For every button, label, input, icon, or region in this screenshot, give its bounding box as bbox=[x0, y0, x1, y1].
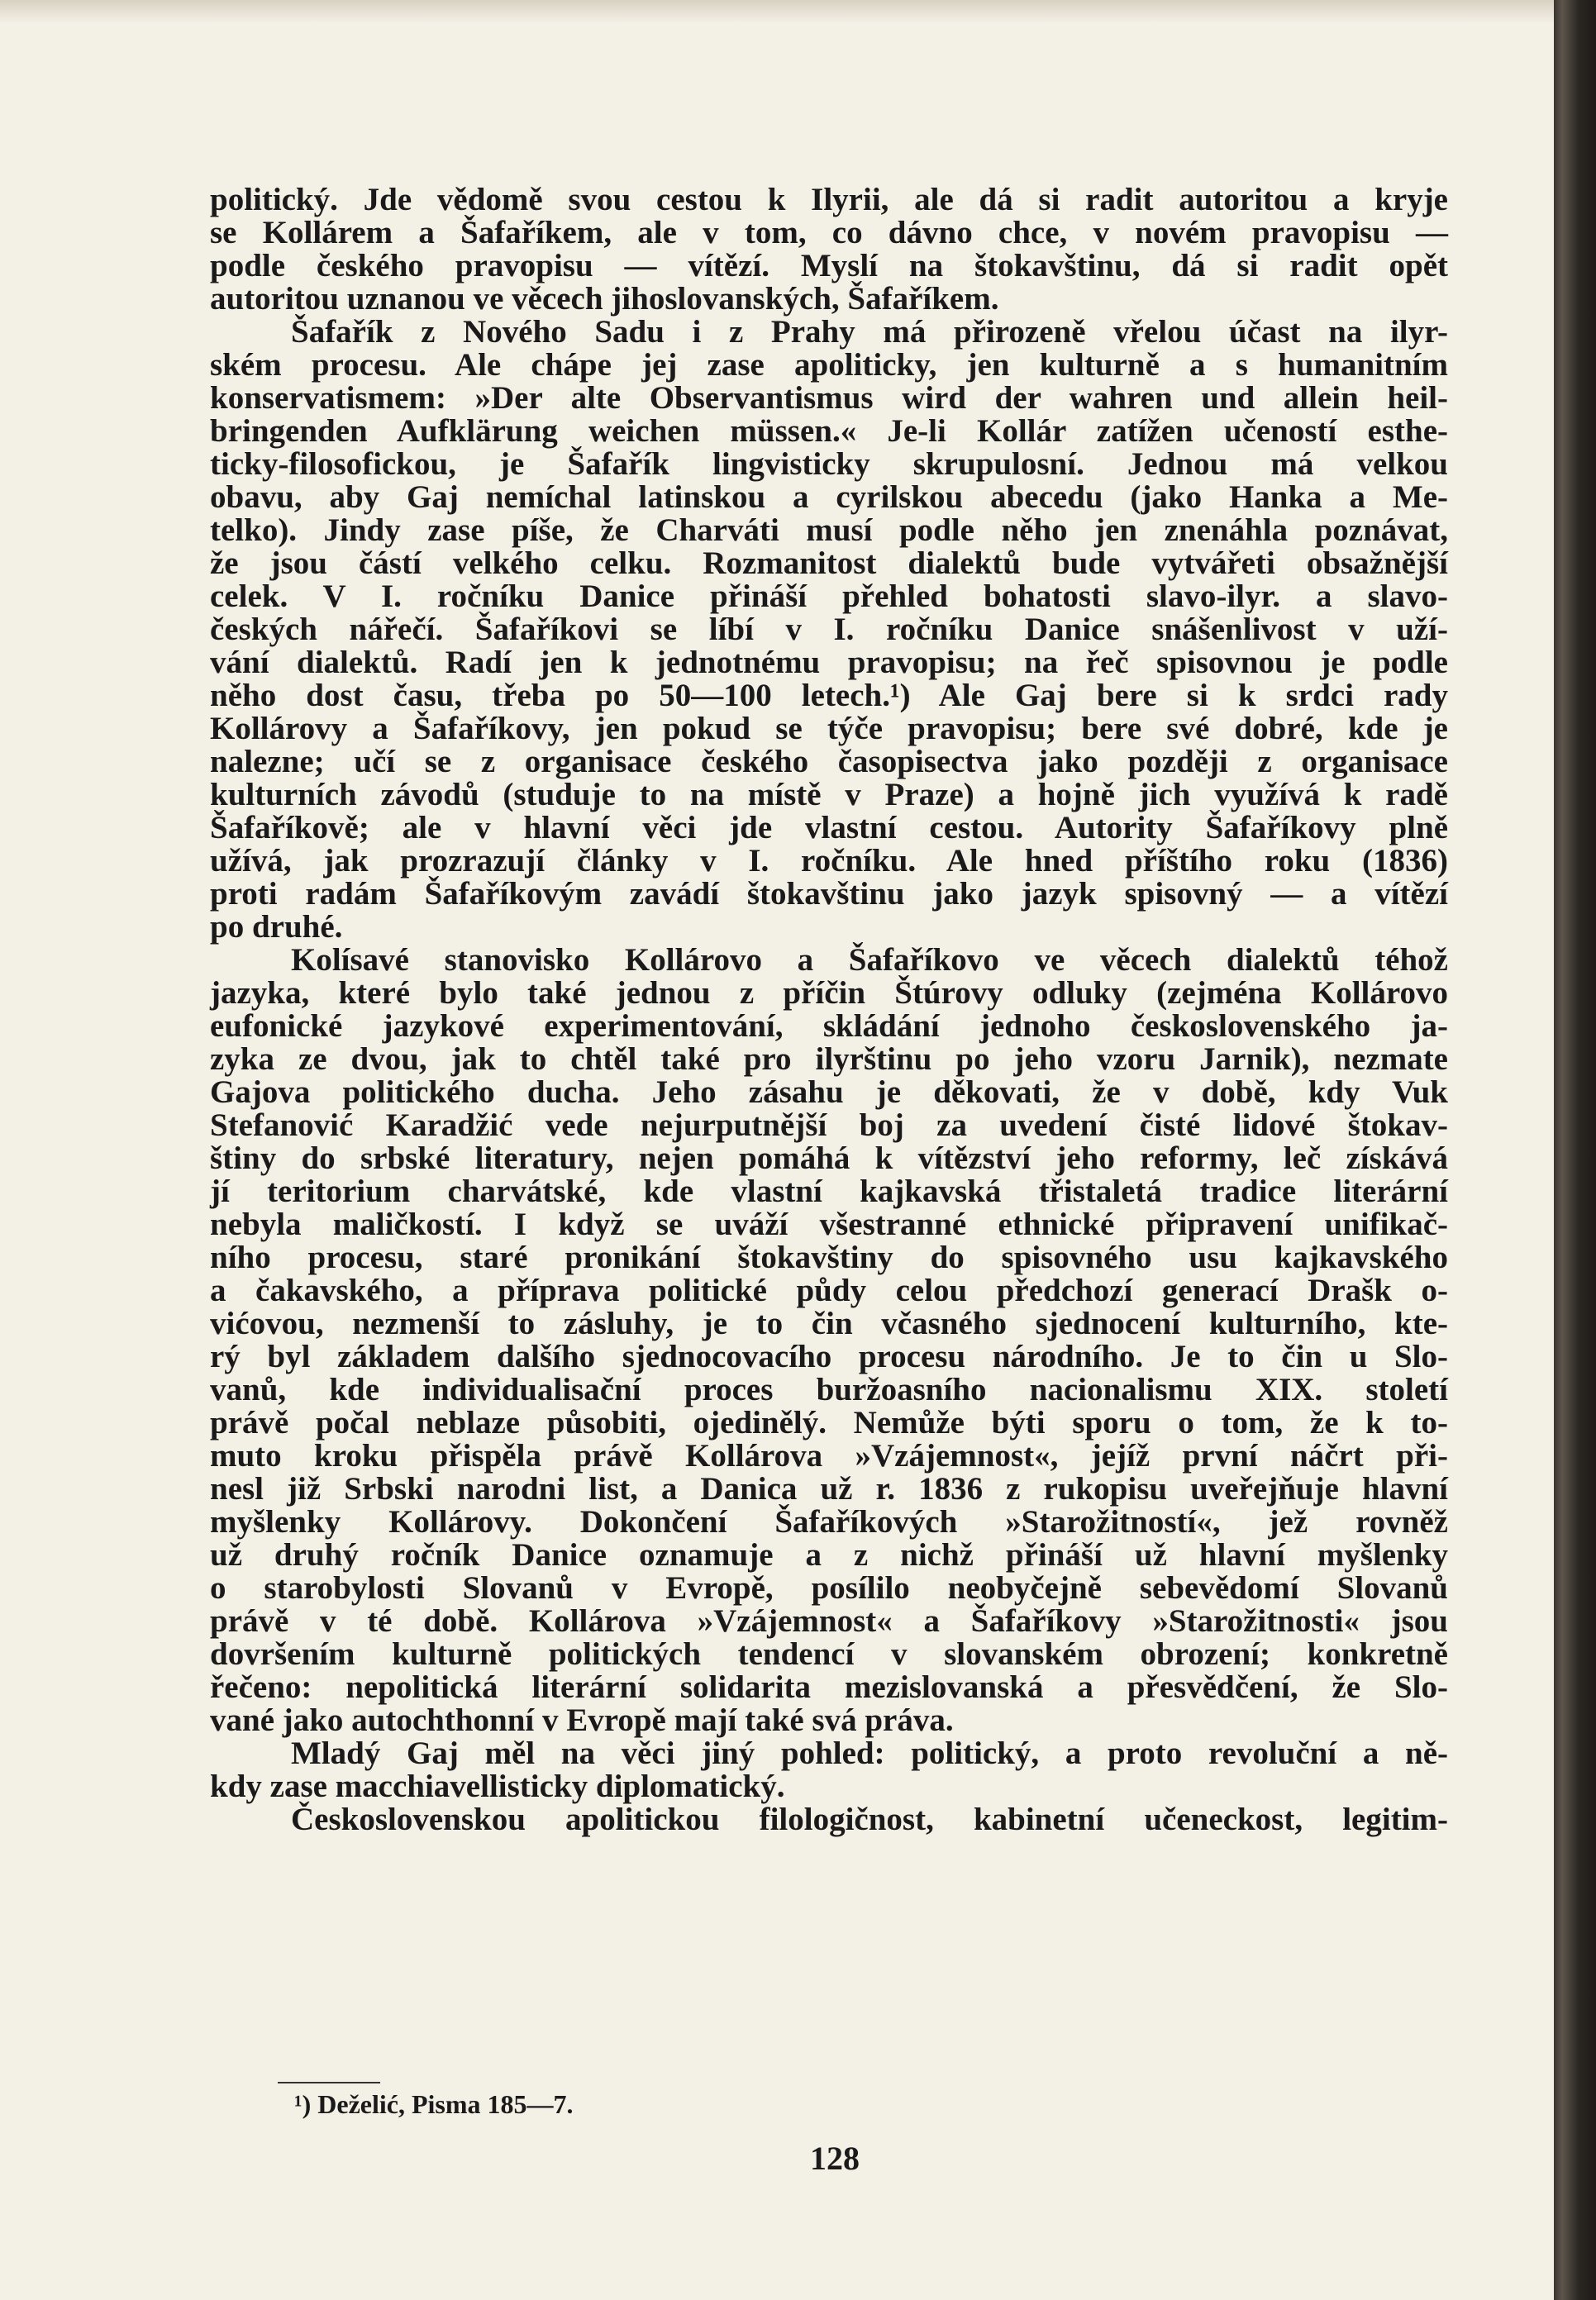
book-binding-edge bbox=[1554, 0, 1596, 2300]
text-line: konservatismem: »Der alte Observantismus wird der wahren und allein heil- bbox=[210, 380, 1448, 416]
text-line: řečeno: nepolitická literární solidarita mezislovanská a přesvědčení, že Slo- bbox=[210, 1669, 1448, 1705]
text-line: vićovou, nezmenší to zásluhy, je to čin včasného sjednocení kulturního, kte- bbox=[210, 1306, 1448, 1341]
text-line: politický. Jde vědomě svou cestou k Ilyrii, ale dá si radit autoritou a kryje bbox=[210, 182, 1448, 217]
text-line: autoritou uznanou ve věcech jihoslovanských, Šafaříkem. bbox=[210, 281, 999, 317]
text-line: ticky-filosofickou, je Šafařík lingvisticky skrupulosní. Jednou má velkou bbox=[210, 446, 1448, 482]
text-line: podle českého pravopisu — vítězí. Myslí na štokavštinu, dá si radit opět bbox=[210, 248, 1448, 283]
text-line: kdy zase macchiavellisticky diplomatický. bbox=[210, 1769, 785, 1804]
text-line: proti radám Šafaříkovým zavádí štokavštinu jako jazyk spisovný — a vítězí bbox=[210, 876, 1448, 912]
text-line: bringenden Aufklärung weichen müssen.« Je-li Kollár zatížen učeností esthe- bbox=[210, 413, 1448, 449]
text-line: jí teritorium charvátské, kde vlastní kajkavská třistaletá tradice literární bbox=[210, 1174, 1448, 1209]
footnote-rule bbox=[278, 2082, 380, 2083]
text-line: dovršením kulturně politických tendencí v slovanském obrození; konkretně bbox=[210, 1636, 1448, 1672]
text-line: rý byl základem dalšího sjednocovacího procesu národního. Je to čin u Slo- bbox=[210, 1339, 1448, 1374]
text-line: se Kollárem a Šafaříkem, ale v tom, co dávno chce, v novém pravopisu — bbox=[210, 215, 1448, 250]
text-line: Kollárovy a Šafaříkovy, jen pokud se týče pravopisu; bere své dobré, kde je bbox=[210, 711, 1448, 746]
text-line: o starobylosti Slovanů v Evropě, posílilo neobyčejně sebevědomí Slovanů bbox=[210, 1570, 1448, 1606]
text-line: českých nářečí. Šafaříkovi se líbí v I. ročníku Danice snášenlivost v uží- bbox=[210, 612, 1448, 647]
text-line: užívá, jak prozrazují články v I. ročníku. Ale hned příštího roku (1836) bbox=[210, 843, 1448, 879]
text-line: ském procesu. Ale chápe jej zase apoliticky, jen kulturně a s humanitním bbox=[210, 347, 1448, 383]
text-line: celek. V I. ročníku Danice přináší přehled bohatosti slavo-ilyr. a slavo- bbox=[210, 579, 1448, 614]
text-line: už druhý ročník Danice oznamuje a z nichž přináší už hlavní myšlenky bbox=[210, 1537, 1448, 1573]
page-top-shadow bbox=[0, 0, 1554, 23]
text-line: Gajova politického ducha. Jeho zásahu je děkovati, že v době, kdy Vuk bbox=[210, 1074, 1448, 1110]
text-line: a čakavského, a příprava politické půdy celou předchozí generací Drašk o- bbox=[210, 1273, 1448, 1308]
text-line: zyka ze dvou, jak to chtěl také pro ilyrštinu po jeho vzoru Jarnik), nezmate bbox=[210, 1041, 1448, 1077]
text-line: nesl již Srbski narodni list, a Danica už r. 1836 z rukopisu uveřejňuje hlavní bbox=[210, 1471, 1448, 1507]
page-number: 128 bbox=[810, 2140, 860, 2177]
text-line: kulturních závodů (studuje to na místě v Praze) a hojně jich využívá k radě bbox=[210, 777, 1448, 812]
text-line: Kolísavé stanovisko Kollárovo a Šafaříkovo ve věcech dialektů téhož bbox=[291, 942, 1448, 978]
text-line: jazyka, které bylo také jednou z příčin Štúrovy odluky (zejména Kollárovo bbox=[210, 975, 1448, 1011]
text-line: Mladý Gaj měl na věci jiný pohled: politický, a proto revoluční a ně- bbox=[291, 1736, 1448, 1771]
body-text bbox=[210, 183, 1448, 1836]
text-line: vání dialektů. Radí jen k jednotnému pravopisu; na řeč spisovnou je podle bbox=[210, 645, 1448, 680]
text-line: nebyla maličkostí. I když se uváží všestranné ethnické připravení unifikač- bbox=[210, 1207, 1448, 1242]
text-line: muto kroku přispěla právě Kollárova »Vzájemnost«, jejíž první náčrt při- bbox=[210, 1438, 1448, 1474]
text-line: obavu, aby Gaj nemíchal latinskou a cyrilskou abecedu (jako Hanka a Me- bbox=[210, 479, 1448, 515]
text-line: štiny do srbské literatury, nejen pomáhá k vítězství jeho reformy, leč získává bbox=[210, 1140, 1448, 1176]
text-line: po druhé. bbox=[210, 909, 343, 945]
text-line: myšlenky Kollárovy. Dokončení Šafaříkových »Starožitností«, jež rovněž bbox=[210, 1504, 1448, 1540]
text-line: něho dost času, třeba po 50—100 letech.¹) Ale Gaj bere si k srdci rady bbox=[210, 678, 1448, 713]
text-line: právě počal neblaze působiti, ojedinělý. Nemůže býti sporu o tom, že k to- bbox=[210, 1405, 1448, 1440]
text-line: Československou apolitickou filologičnost, kabinetní učeneckost, legitim- bbox=[291, 1802, 1448, 1837]
text-line: vanů, kde individualisační proces buržoasního nacionalismu XIX. století bbox=[210, 1372, 1448, 1407]
text-line: Šafaříkově; ale v hlavní věci jde vlastní cestou. Autority Šafaříkovy plně bbox=[210, 810, 1448, 845]
text-line: eufonické jazykové experimentování, skládání jednoho československého ja- bbox=[210, 1008, 1448, 1044]
text-line: vané jako autochthonní v Evropě mají také svá práva. bbox=[210, 1702, 954, 1738]
text-line: že jsou částí velkého celku. Rozmanitost dialektů bude vytvářeti obsažnější bbox=[210, 545, 1448, 581]
text-line: Šafařík z Nového Sadu i z Prahy má přirozeně vřelou účast na ilyr- bbox=[291, 314, 1448, 350]
footnote: ¹) Deželić, Pisma 185—7. bbox=[294, 2089, 574, 2119]
text-line: nalezne; učí se z organisace českého časopisectva jako později z organisace bbox=[210, 744, 1448, 779]
text-line: právě v té době. Kollárova »Vzájemnost« a Šafaříkovy »Starožitnosti« jsou bbox=[210, 1603, 1448, 1639]
text-line: Stefanović Karadžić vede nejurputnější boj za uvedení čisté lidové štokav- bbox=[210, 1107, 1448, 1143]
text-line: ního procesu, staré pronikání štokavštiny do spisovného usu kajkavského bbox=[210, 1240, 1448, 1275]
text-line: telko). Jindy zase píše, že Charváti musí podle něho jen znenáhla poznávat, bbox=[210, 512, 1448, 548]
